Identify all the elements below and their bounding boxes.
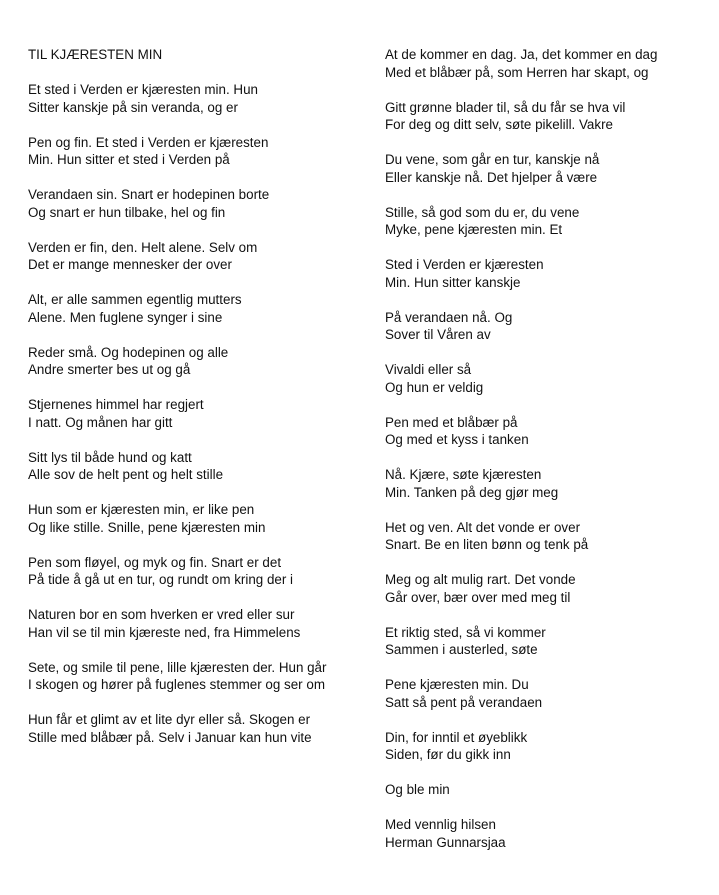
stanza [385, 571, 710, 606]
poem-line: Sete, og smile til pene, lille kjæresten der. Hun går [28, 659, 327, 675]
stanza [385, 361, 710, 396]
poem-line: Stille, så god som du er, du vene [385, 204, 580, 220]
poem-line: Reder små. Og hodepinen og alle [28, 344, 229, 360]
poem-line: Pen som fløyel, og myk og fin. Snart er det [28, 554, 282, 570]
poem-line: Sitt lys til både hund og katt [28, 449, 192, 465]
poem-line: Går over, bær over med meg til [385, 589, 571, 605]
stanza [28, 291, 373, 326]
poem-line: Et sted i Verden er kjæresten min. Hun [28, 82, 258, 97]
poem-line: Andre smerter bes ut og gå [28, 362, 191, 377]
poem-line: For deg og ditt selv, søte pikelill. Vakre [385, 117, 613, 132]
left-column [28, 46, 373, 764]
poem-line: Pen med et blåbær på [385, 414, 518, 430]
stanza [28, 344, 373, 379]
poem-line: Med et blåbær på, som Herren har skapt, og [385, 64, 649, 80]
poem-line: Nå. Kjære, søte kjæresten [385, 467, 542, 482]
poem-line: Myke, pene kjæresten min. Et [385, 222, 563, 237]
poem-line: Alle sov de helt pent og helt stille [28, 467, 224, 482]
poem-line: Og like stille. Snille, pene kjæresten min [28, 519, 266, 535]
poem-line: Alene. Men fuglene synger i sine [28, 309, 223, 325]
stanza [28, 239, 373, 274]
poem-line: Det er mange mennesker der over [28, 257, 232, 272]
right-column [385, 46, 710, 869]
poem-line: Min. Hun sitter kanskje [385, 274, 521, 290]
poem-line: Satt så pent på verandaen [385, 694, 543, 710]
poem-line: Naturen bor en som hverken er vred eller sur [28, 607, 295, 622]
poem-line: Sammen i austerled, søte [385, 642, 538, 657]
poem-line: Og med et kyss i tanken [385, 432, 529, 447]
poem-line: Sover til Våren av [385, 327, 491, 342]
stanza [28, 606, 373, 641]
poem-line: På verandaen nå. Og [385, 309, 513, 325]
left-stanzas [28, 81, 373, 746]
poem-line: Hun får et glimt av et lite dyr eller så. Skogen er [28, 712, 311, 727]
poem-line: Gitt grønne blader til, så du får se hva vil [385, 99, 626, 115]
poem-line: Meg og alt mulig rart. Det vonde [385, 572, 576, 587]
poem-line: Min. Hun sitter et sted i Verden på [28, 152, 230, 167]
poem-line: I natt. Og månen har gitt [28, 414, 173, 430]
poem-line: At de kommer en dag. Ja, det kommer en dag [385, 47, 658, 62]
stanza [28, 134, 373, 169]
poem-line: Du vene, som går en tur, kanskje nå [385, 152, 600, 167]
signature-greeting: Med vennlig hilsen [385, 817, 496, 832]
stanza [385, 676, 710, 711]
poem-line: I skogen og hører på fuglenes stemmer og ser om [28, 677, 325, 692]
poem-line: Din, for inntil et øyeblikk [385, 729, 528, 745]
poem-line: Og hun er veldig [385, 379, 484, 395]
poem-line: Og ble min [385, 782, 450, 797]
poem-line: Stjernenes himmel har regjert [28, 397, 204, 412]
poem-line: Vivaldi eller så [385, 362, 472, 377]
stanza [385, 256, 710, 291]
stanza [385, 414, 710, 449]
poem-line: Het og ven. Alt det vonde er over [385, 519, 581, 535]
poem-line: Snart. Be en liten bønn og tenk på [385, 537, 589, 552]
poem-line: Stille med blåbær på. Selv i Januar kan hun vite [28, 729, 312, 745]
stanza [385, 729, 710, 764]
poem-line: Pen og fin. Et sted i Verden er kjæresten [28, 134, 269, 150]
poem-line: Pene kjæresten min. Du [385, 677, 529, 692]
poem-line: Sted i Verden er kjæresten [385, 257, 544, 272]
stanza [385, 99, 710, 134]
stanza [28, 186, 373, 221]
stanza [28, 449, 373, 484]
signature-name: Herman Gunnarsjaa [385, 834, 506, 850]
stanza [28, 659, 373, 694]
stanza [385, 46, 710, 81]
stanza [28, 81, 373, 116]
stanza [28, 501, 373, 536]
signature [385, 816, 710, 851]
stanza [385, 466, 710, 501]
poem-line: Verandaen sin. Snart er hodepinen borte [28, 187, 270, 202]
poem-line: Siden, før du gikk inn [385, 747, 511, 762]
poem-title: TIL KJÆRESTEN MIN [28, 47, 163, 62]
stanza [385, 309, 710, 344]
stanza [385, 624, 710, 659]
stanza [28, 711, 373, 746]
stanza [28, 554, 373, 589]
stanza [385, 781, 710, 799]
poem-line: Hun som er kjæresten min, er like pen [28, 502, 255, 517]
stanza [385, 519, 710, 554]
poem-line: Verden er fin, den. Helt alene. Selv om [28, 239, 258, 255]
poem-line: Sitter kanskje på sin veranda, og er [28, 99, 238, 115]
poem-line: Et riktig sted, så vi kommer [385, 624, 546, 640]
poem-line: Eller kanskje nå. Det hjelper å være [385, 169, 598, 185]
poem-line: Min. Tanken på deg gjør meg [385, 484, 559, 500]
right-stanzas [385, 46, 710, 799]
stanza [385, 151, 710, 186]
poem-line: På tide å gå ut en tur, og rundt om kring der i [28, 572, 293, 587]
poem-line: Alt, er alle sammen egentlig mutters [28, 292, 242, 307]
stanza [385, 204, 710, 239]
poem-line: Og snart er hun tilbake, hel og fin [28, 204, 226, 220]
poem-line: Han vil se til min kjæreste ned, fra Himmelens [28, 624, 301, 640]
stanza [28, 396, 373, 431]
